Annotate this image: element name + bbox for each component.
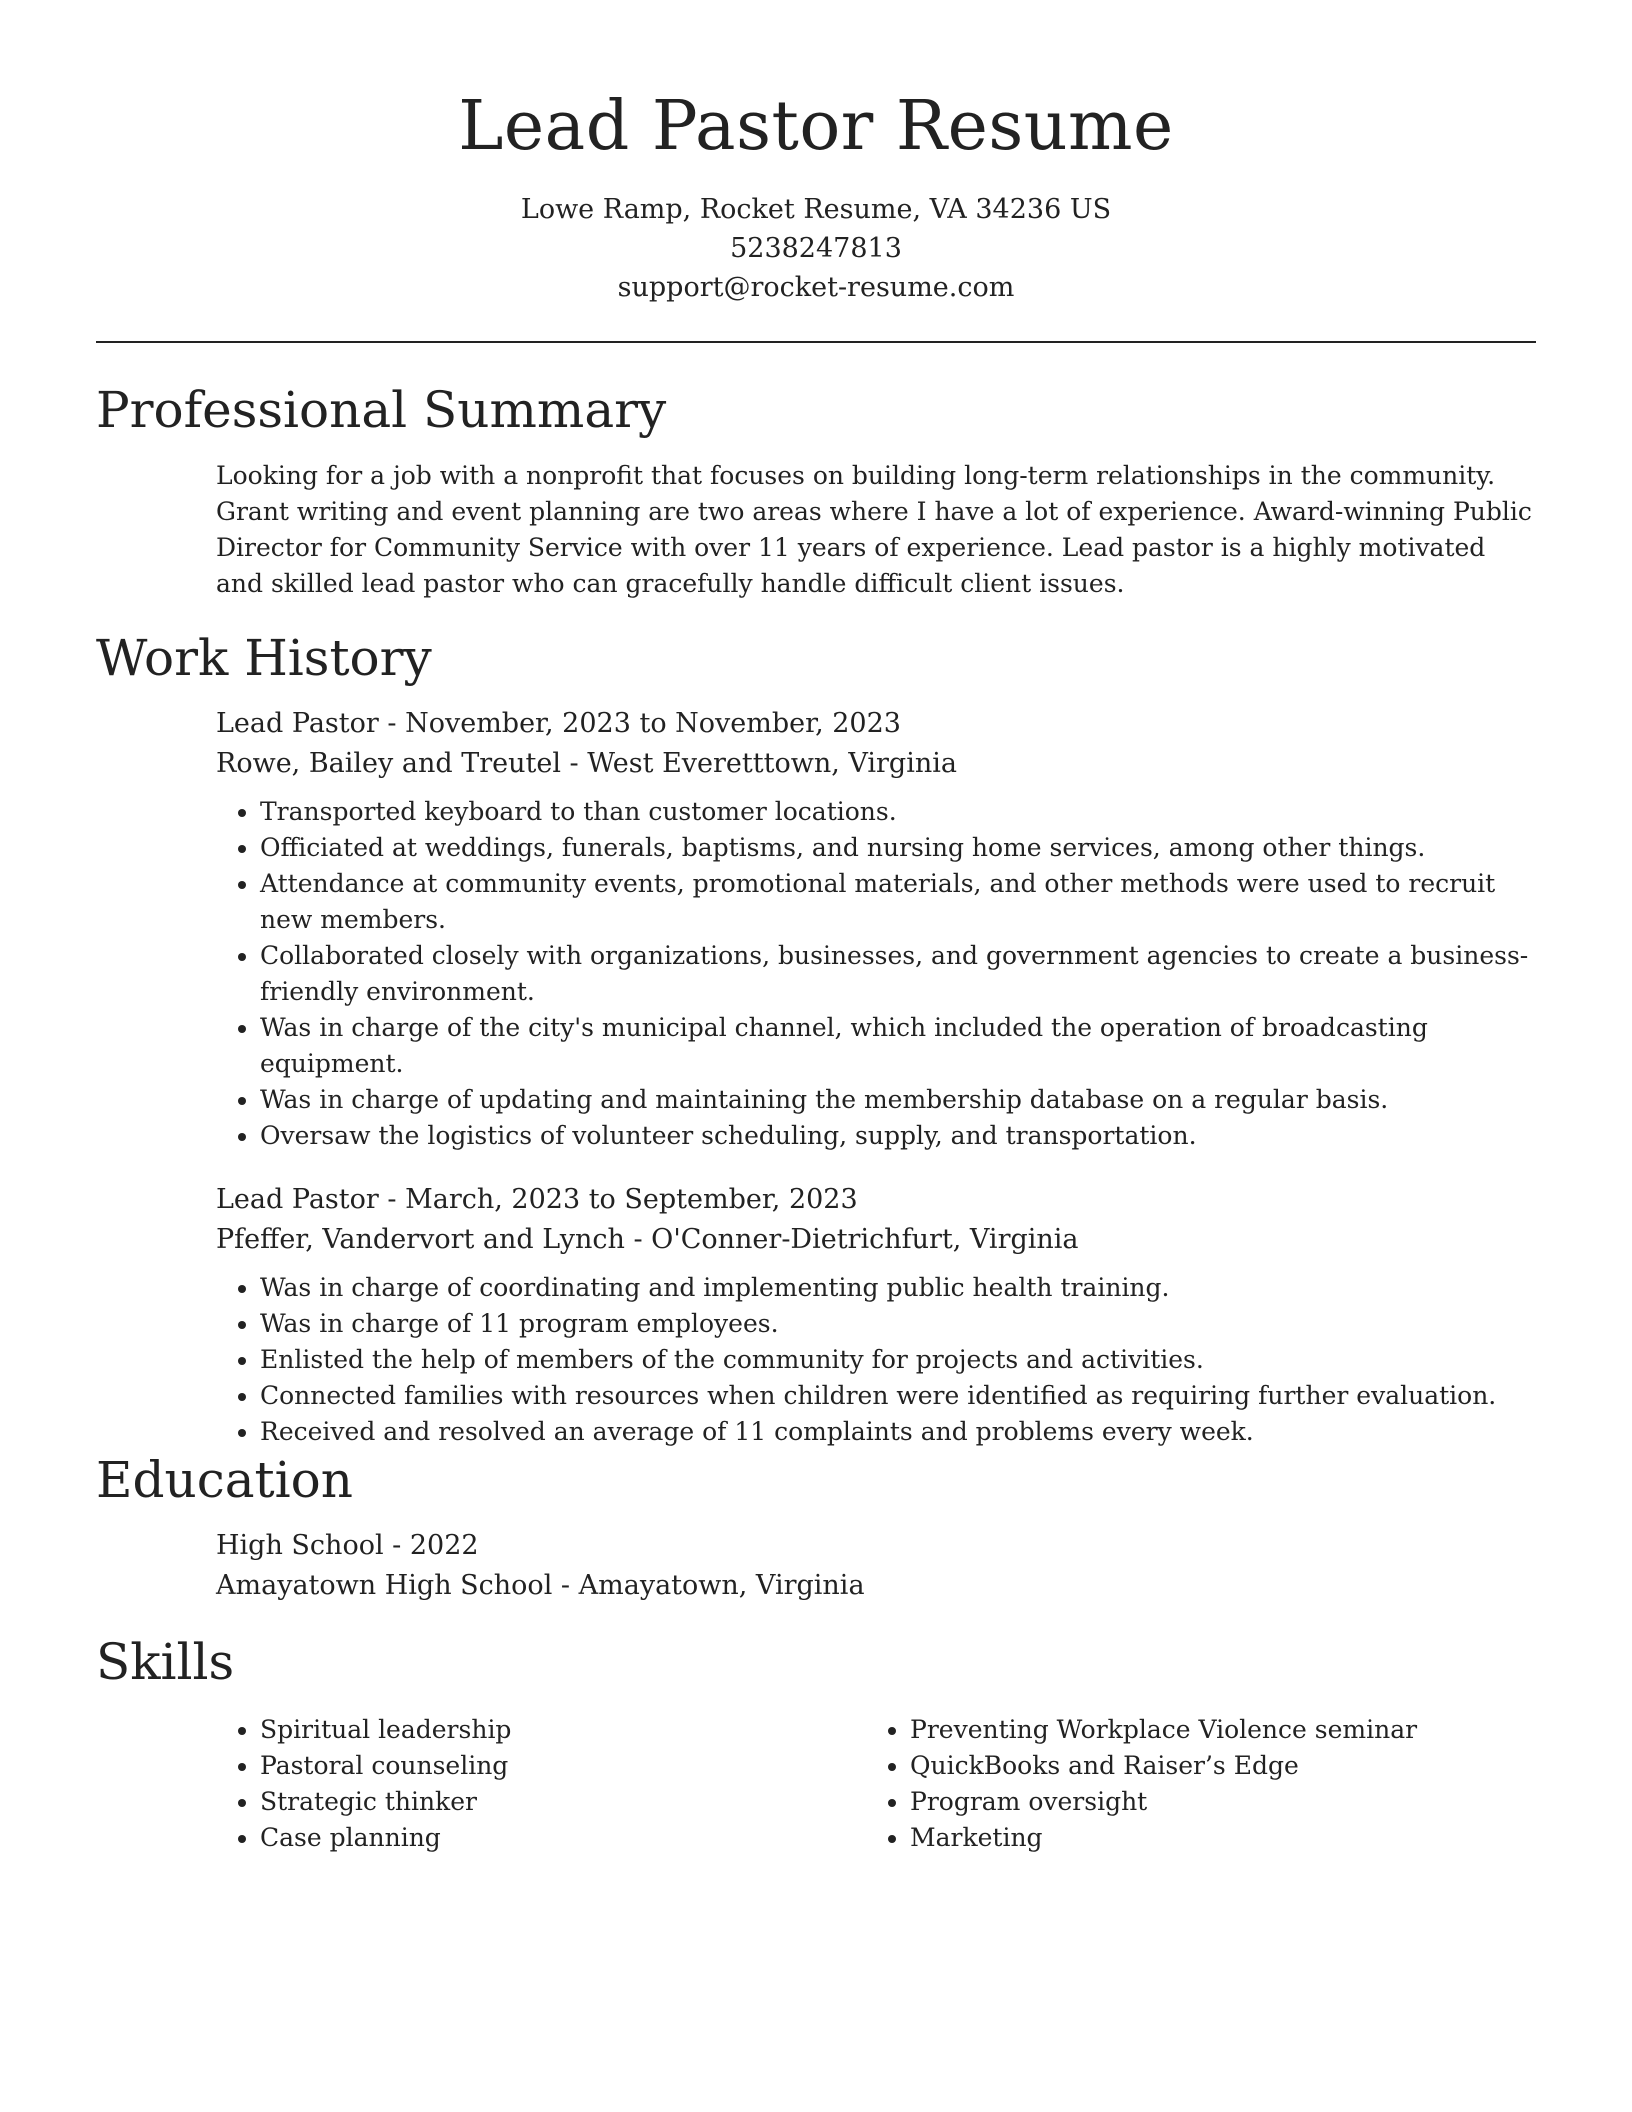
job-company: Pfeffer, Vandervort and Lynch — [216, 1224, 625, 1255]
skill-item: • Spiritual leadership — [260, 1712, 866, 1748]
skill-item: • Preventing Workplace Violence seminar — [910, 1712, 1516, 1748]
summary-text: Looking for a job with a nonprofit that focuses on building long-term relationships in the community. Grant writing and event planning are two areas where I have a lot of experience. Award-winning Public Director for Community Service with over 11 years of experience. Lead pastor is a highly motivated and skilled lead pastor who can gracefully handle difficult client issues. — [216, 461, 1532, 598]
resume-header — [0, 0, 1632, 307]
job-location: - West Everetttown, Virginia — [560, 748, 957, 779]
job-duties-list — [216, 794, 1536, 1154]
school-name: Amayatown High School — [216, 1570, 553, 1601]
skills-list — [216, 1712, 866, 1856]
job-duties-list — [216, 1270, 1536, 1450]
skills-column-left — [216, 1712, 866, 1856]
skill-item: • QuickBooks and Raiser’s Edge — [910, 1748, 1516, 1784]
phone-text: 5238247813 — [730, 233, 902, 264]
skills-grid — [216, 1712, 1536, 1856]
job-duty-item: • Was in charge of updating and maintaining the membership database on a regular basis. — [260, 1082, 1536, 1118]
skill-item: • Marketing — [910, 1820, 1516, 1856]
job-company: Rowe, Bailey and Treutel — [216, 748, 561, 779]
job-dates: - March, 2023 to September, 2023 — [378, 1184, 858, 1215]
job-title-line — [216, 1180, 1536, 1220]
job-duty-item: • Connected families with resources when children were identified as requiring further evaluation. — [260, 1378, 1536, 1414]
job-entry — [216, 704, 1536, 1154]
skill-item: • Strategic thinker — [260, 1784, 866, 1820]
skills-list — [866, 1712, 1516, 1856]
job-duty-item: • Transported keyboard to than customer locations. — [260, 794, 1536, 830]
job-duty-item: • Was in charge of 11 program employees. — [260, 1306, 1536, 1342]
education-section — [96, 1448, 1536, 1606]
resume-title: Lead Pastor Resume — [458, 87, 1174, 166]
skills-heading: Skills — [96, 1633, 235, 1691]
degree-line — [216, 1526, 1536, 1566]
job-title-line — [216, 704, 1536, 744]
skills-section — [96, 1630, 1536, 1856]
summary-heading: Professional Summary — [96, 381, 667, 439]
work-history-heading: Work History — [96, 629, 432, 687]
skill-item: • Pastoral counseling — [260, 1748, 866, 1784]
job-location: - O'Conner-Dietrichfurt, Virginia — [624, 1224, 1079, 1255]
job-duty-item: • Oversaw the logistics of volunteer scheduling, supply, and transportation. — [260, 1118, 1536, 1154]
graduation-year: - 2022 — [383, 1530, 479, 1561]
job-title: Lead Pastor — [216, 708, 379, 739]
job-duty-item: • Collaborated closely with organizations, businesses, and government agencies to create a business-friendly environment. — [260, 938, 1536, 1010]
work-history-section — [96, 626, 1536, 1450]
job-duty-item: • Enlisted the help of members of the community for projects and activities. — [260, 1342, 1536, 1378]
job-duty-item: • Was in charge of the city's municipal channel, which included the operation of broadcasting equipment. — [260, 1010, 1536, 1082]
summary-section — [96, 378, 1536, 602]
email-text: support@rocket-resume.com — [617, 272, 1015, 303]
contact-info — [0, 190, 1632, 307]
job-duty-item: • Attendance at community events, promotional materials, and other methods were used to recruit new members. — [260, 866, 1536, 938]
skill-item: • Program oversight — [910, 1784, 1516, 1820]
job-duty-item: • Was in charge of coordinating and implementing public health training. — [260, 1270, 1536, 1306]
degree: High School — [216, 1530, 384, 1561]
school-location: - Amayatown, Virginia — [552, 1570, 865, 1601]
skills-column-right — [866, 1712, 1516, 1856]
education-entry — [216, 1526, 1536, 1606]
job-entry — [216, 1180, 1536, 1450]
address-text: Lowe Ramp, Rocket Resume, VA 34236 US — [520, 194, 1112, 225]
header-divider — [96, 341, 1536, 343]
job-company-line — [216, 744, 1536, 784]
job-company-line — [216, 1220, 1536, 1260]
job-title: Lead Pastor — [216, 1184, 379, 1215]
job-duty-item: • Received and resolved an average of 11 complaints and problems every week. — [260, 1414, 1536, 1450]
school-line — [216, 1566, 1536, 1606]
job-duty-item: • Officiated at weddings, funerals, baptisms, and nursing home services, among other things. — [260, 830, 1536, 866]
job-dates: - November, 2023 to November, 2023 — [378, 708, 901, 739]
skill-item: • Case planning — [260, 1820, 866, 1856]
education-heading: Education — [96, 1451, 353, 1509]
